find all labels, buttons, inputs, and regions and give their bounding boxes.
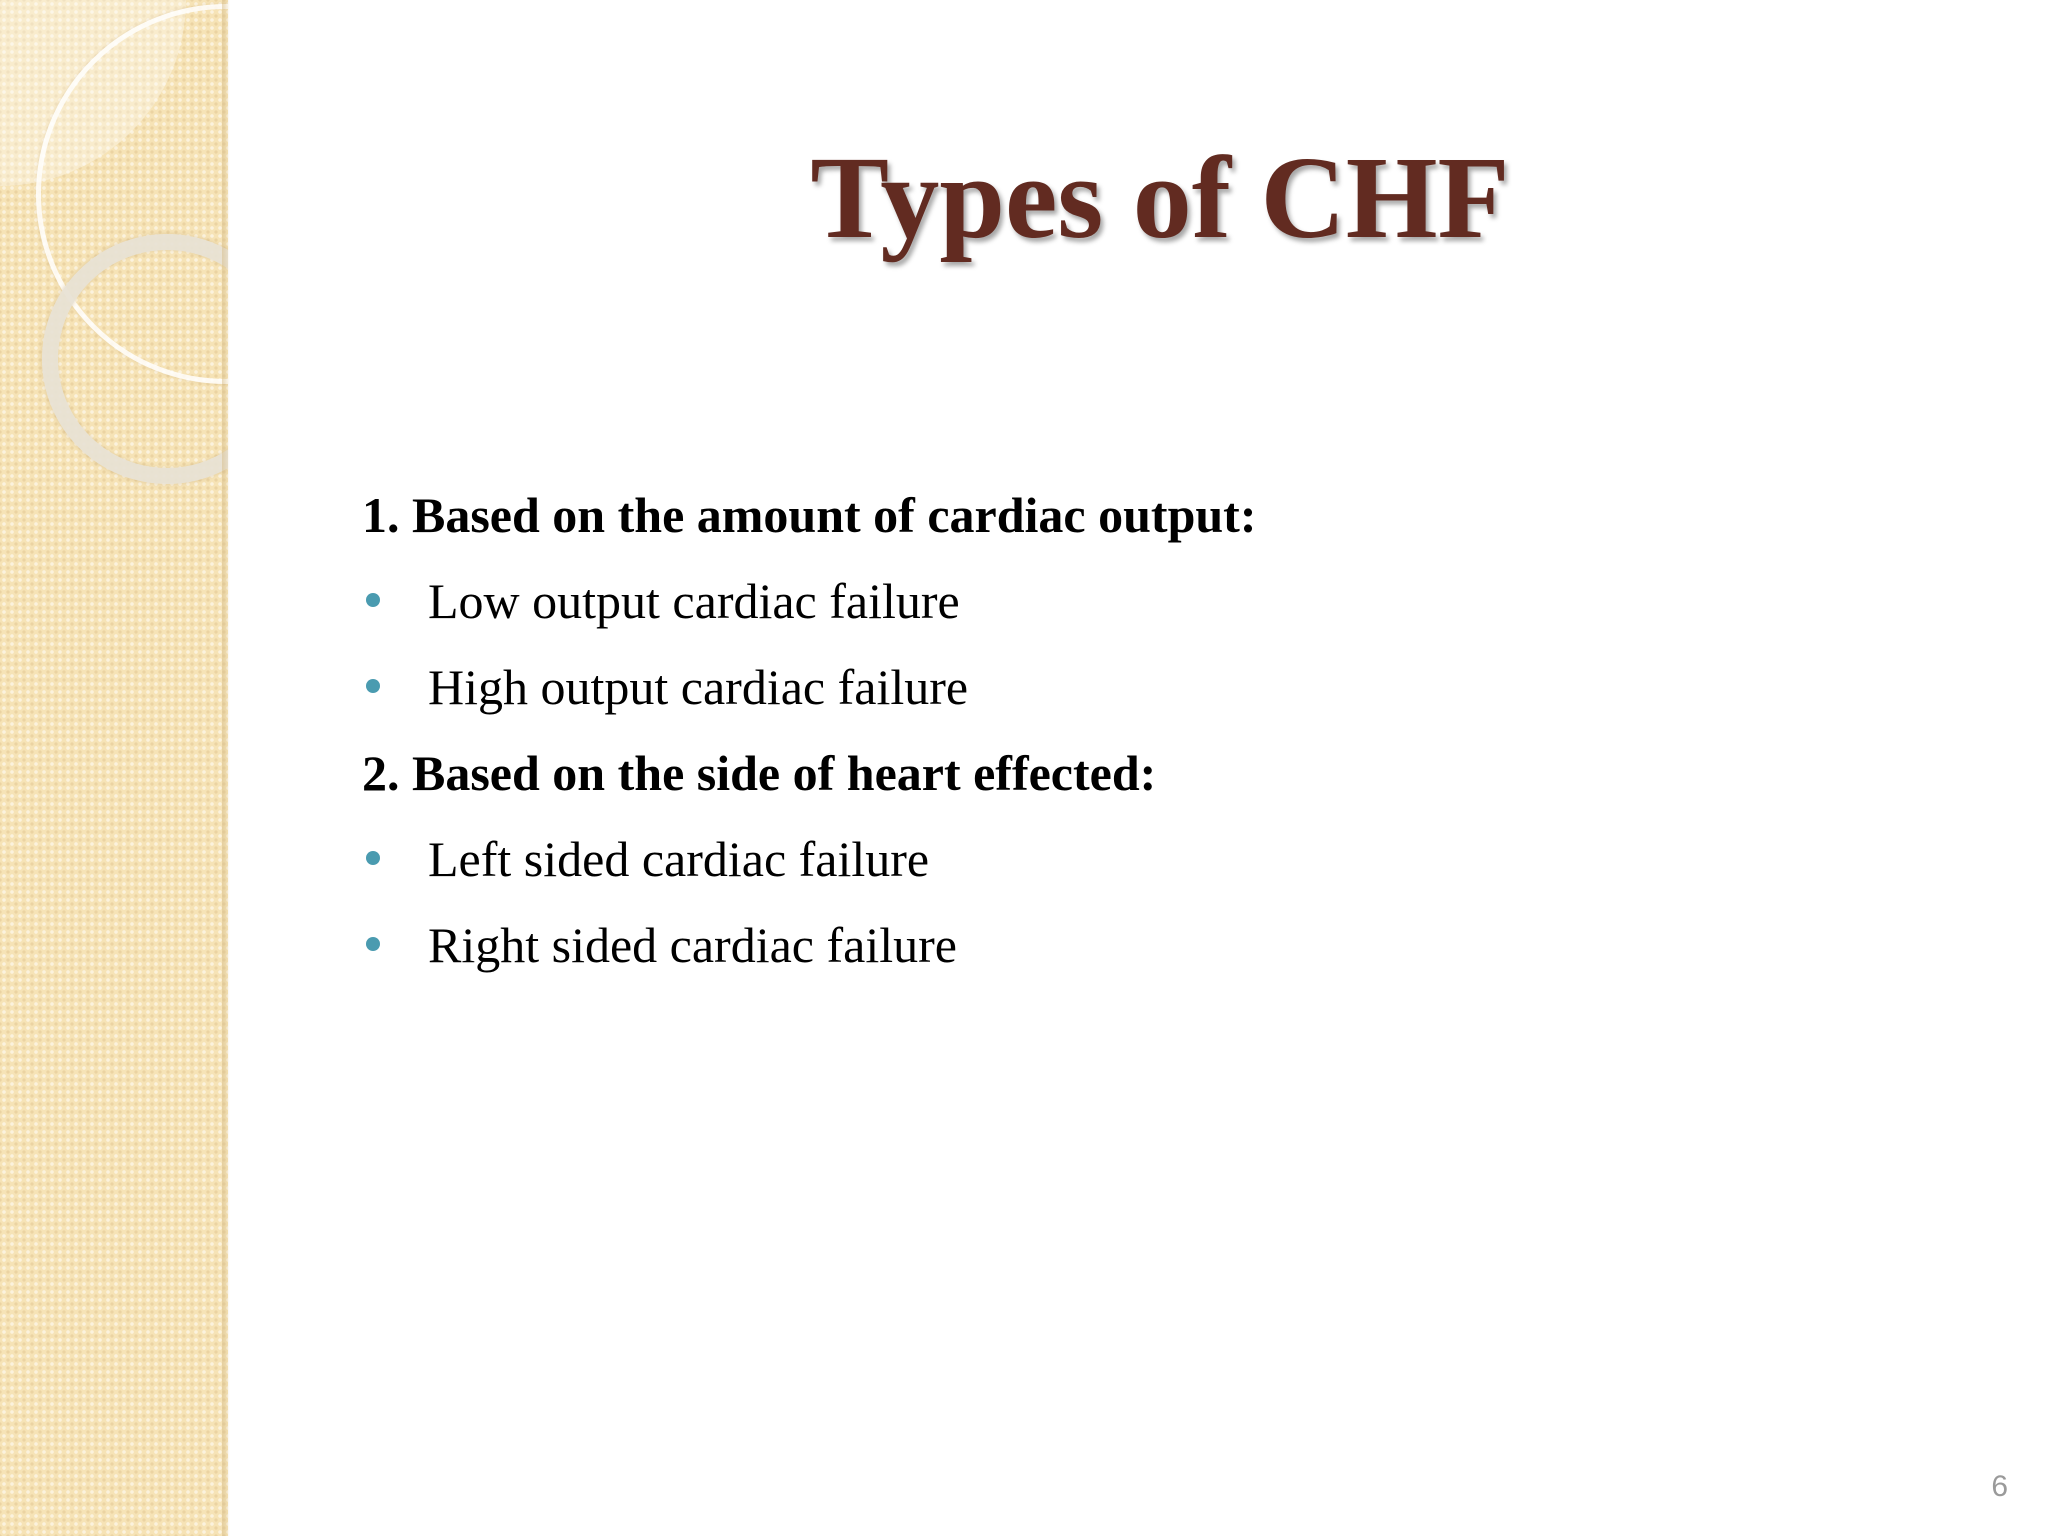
bullet-text: Left sided cardiac failure [428, 831, 930, 887]
bullet-text: Low output cardiac failure [428, 573, 960, 629]
decorative-side-band [0, 0, 228, 1536]
section-heading-side-of-heart: 2. Based on the side of heart effected: [362, 745, 1157, 801]
bullet-text: High output cardiac failure [428, 659, 969, 715]
slide-title: Types of CHF [810, 132, 1510, 263]
bullet-item [362, 902, 1962, 988]
side-band-edge [222, 0, 230, 1536]
bullet-dot-icon [366, 679, 380, 693]
slide-number: 6 [1991, 1470, 2008, 1503]
bullet-text: Right sided cardiac failure [428, 917, 957, 973]
bullet-item [362, 644, 1962, 730]
slide-content [362, 472, 1962, 988]
bullet-item [362, 816, 1962, 902]
bullet-item [362, 558, 1962, 644]
bullet-dot-icon [366, 851, 380, 865]
bullet-dot-icon [366, 593, 380, 607]
bullet-dot-icon [366, 937, 380, 951]
section-heading-cardiac-output: 1. Based on the amount of cardiac output: [362, 487, 1257, 543]
